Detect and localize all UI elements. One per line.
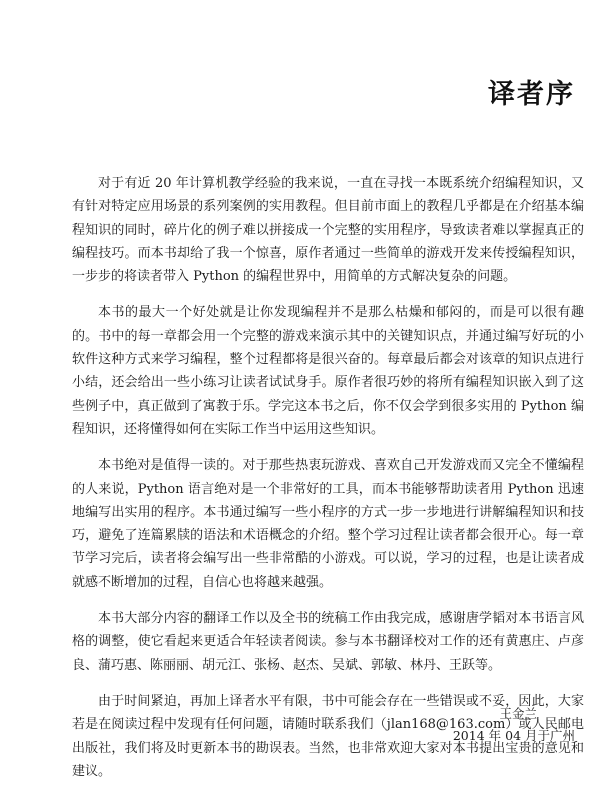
- paragraph-1: 对于有近 20 年计算机教学经验的我来说，一直在寻找一本既系统介绍编程知识，又有针对特定应用场景的系列案例的实用教程。但目前市面上的教程几乎都是在介绍基本编程知识的同时，碎片化的例子难以拼接成一个完整的实用程序，导致读者难以掌握真正的编程技巧。而本书却给了我一个惊喜，原作者通过一些简单的游戏开发来传授编程知识，一步步的将读者带入 Python 的编程世界中，用简单的方式解决复杂的问题。: [72, 176, 584, 285]
- paragraph-3: 本书绝对是值得一读的。对于那些热衷玩游戏、喜欢自己开发游戏而又完全不懂编程的人来说，Python 语言绝对是一个非常好的工具，而本书能够帮助读者用 Python 迅速地编写出实用的程序。本书通过编写一些小程序的方式一步一步地进行讲解编程知识和技巧，避免了连篇累牍的语法和术语概念的介绍。整个学习过程让读者都会很开心。每一章节学习完后，读者将会编写出一些非常酷的小游戏。可以说，学习的过程，也是让读者成就感不断增加的过程，自信心也将越来越强。: [72, 458, 584, 590]
- paragraph-2: 本书的最大一个好处就是让你发现编程并不是那么枯燥和郁闷的，而是可以很有趣的。书中的每一章都会用一个完整的游戏来演示其中的关键知识点，并通过编写好玩的小软件这种方式来学习编程，整个过程都将是很兴奋的。每章最后都会对该章的知识点进行小结，还会给出一些小练习让读者试试身手。原作者很巧妙的将所有编程知识嵌入到了这些例子中，真正做到了寓教于乐。学完这本书之后，你不仅会学到很多实用的 Python 编程知识，还将懂得如何在实际工作当中运用这些知识。: [72, 305, 584, 437]
- signature-date: 2014 年 04 月于广州: [452, 728, 575, 743]
- signature-block: [453, 703, 575, 747]
- translator-name: 王金兰: [499, 706, 537, 721]
- paragraph-5: 由于时间紧迫，再加上译者水平有限，书中可能会存在一些错误或不妥，因此，大家若是在阅读过程中发现有任何问题，请随时联系我们（jlan168@163.com）或人民邮电出版社，我们将及时更新本书的勘误表。当然，也非常欢迎大家对本书提出宝贵的意见和建议。: [72, 693, 584, 779]
- page-title: 译者序: [488, 79, 575, 110]
- paragraph-4: 本书大部分内容的翻译工作以及全书的统稿工作由我完成，感谢唐学韬对本书语言风格的调整，使它看起来更适合年轻读者阅读。参与本书翻译校对工作的还有黄惠庄、卢彦良、蒲巧惠、陈丽丽、胡元江、张杨、赵杰、吴斌、郭敏、林丹、王跃等。: [72, 611, 584, 673]
